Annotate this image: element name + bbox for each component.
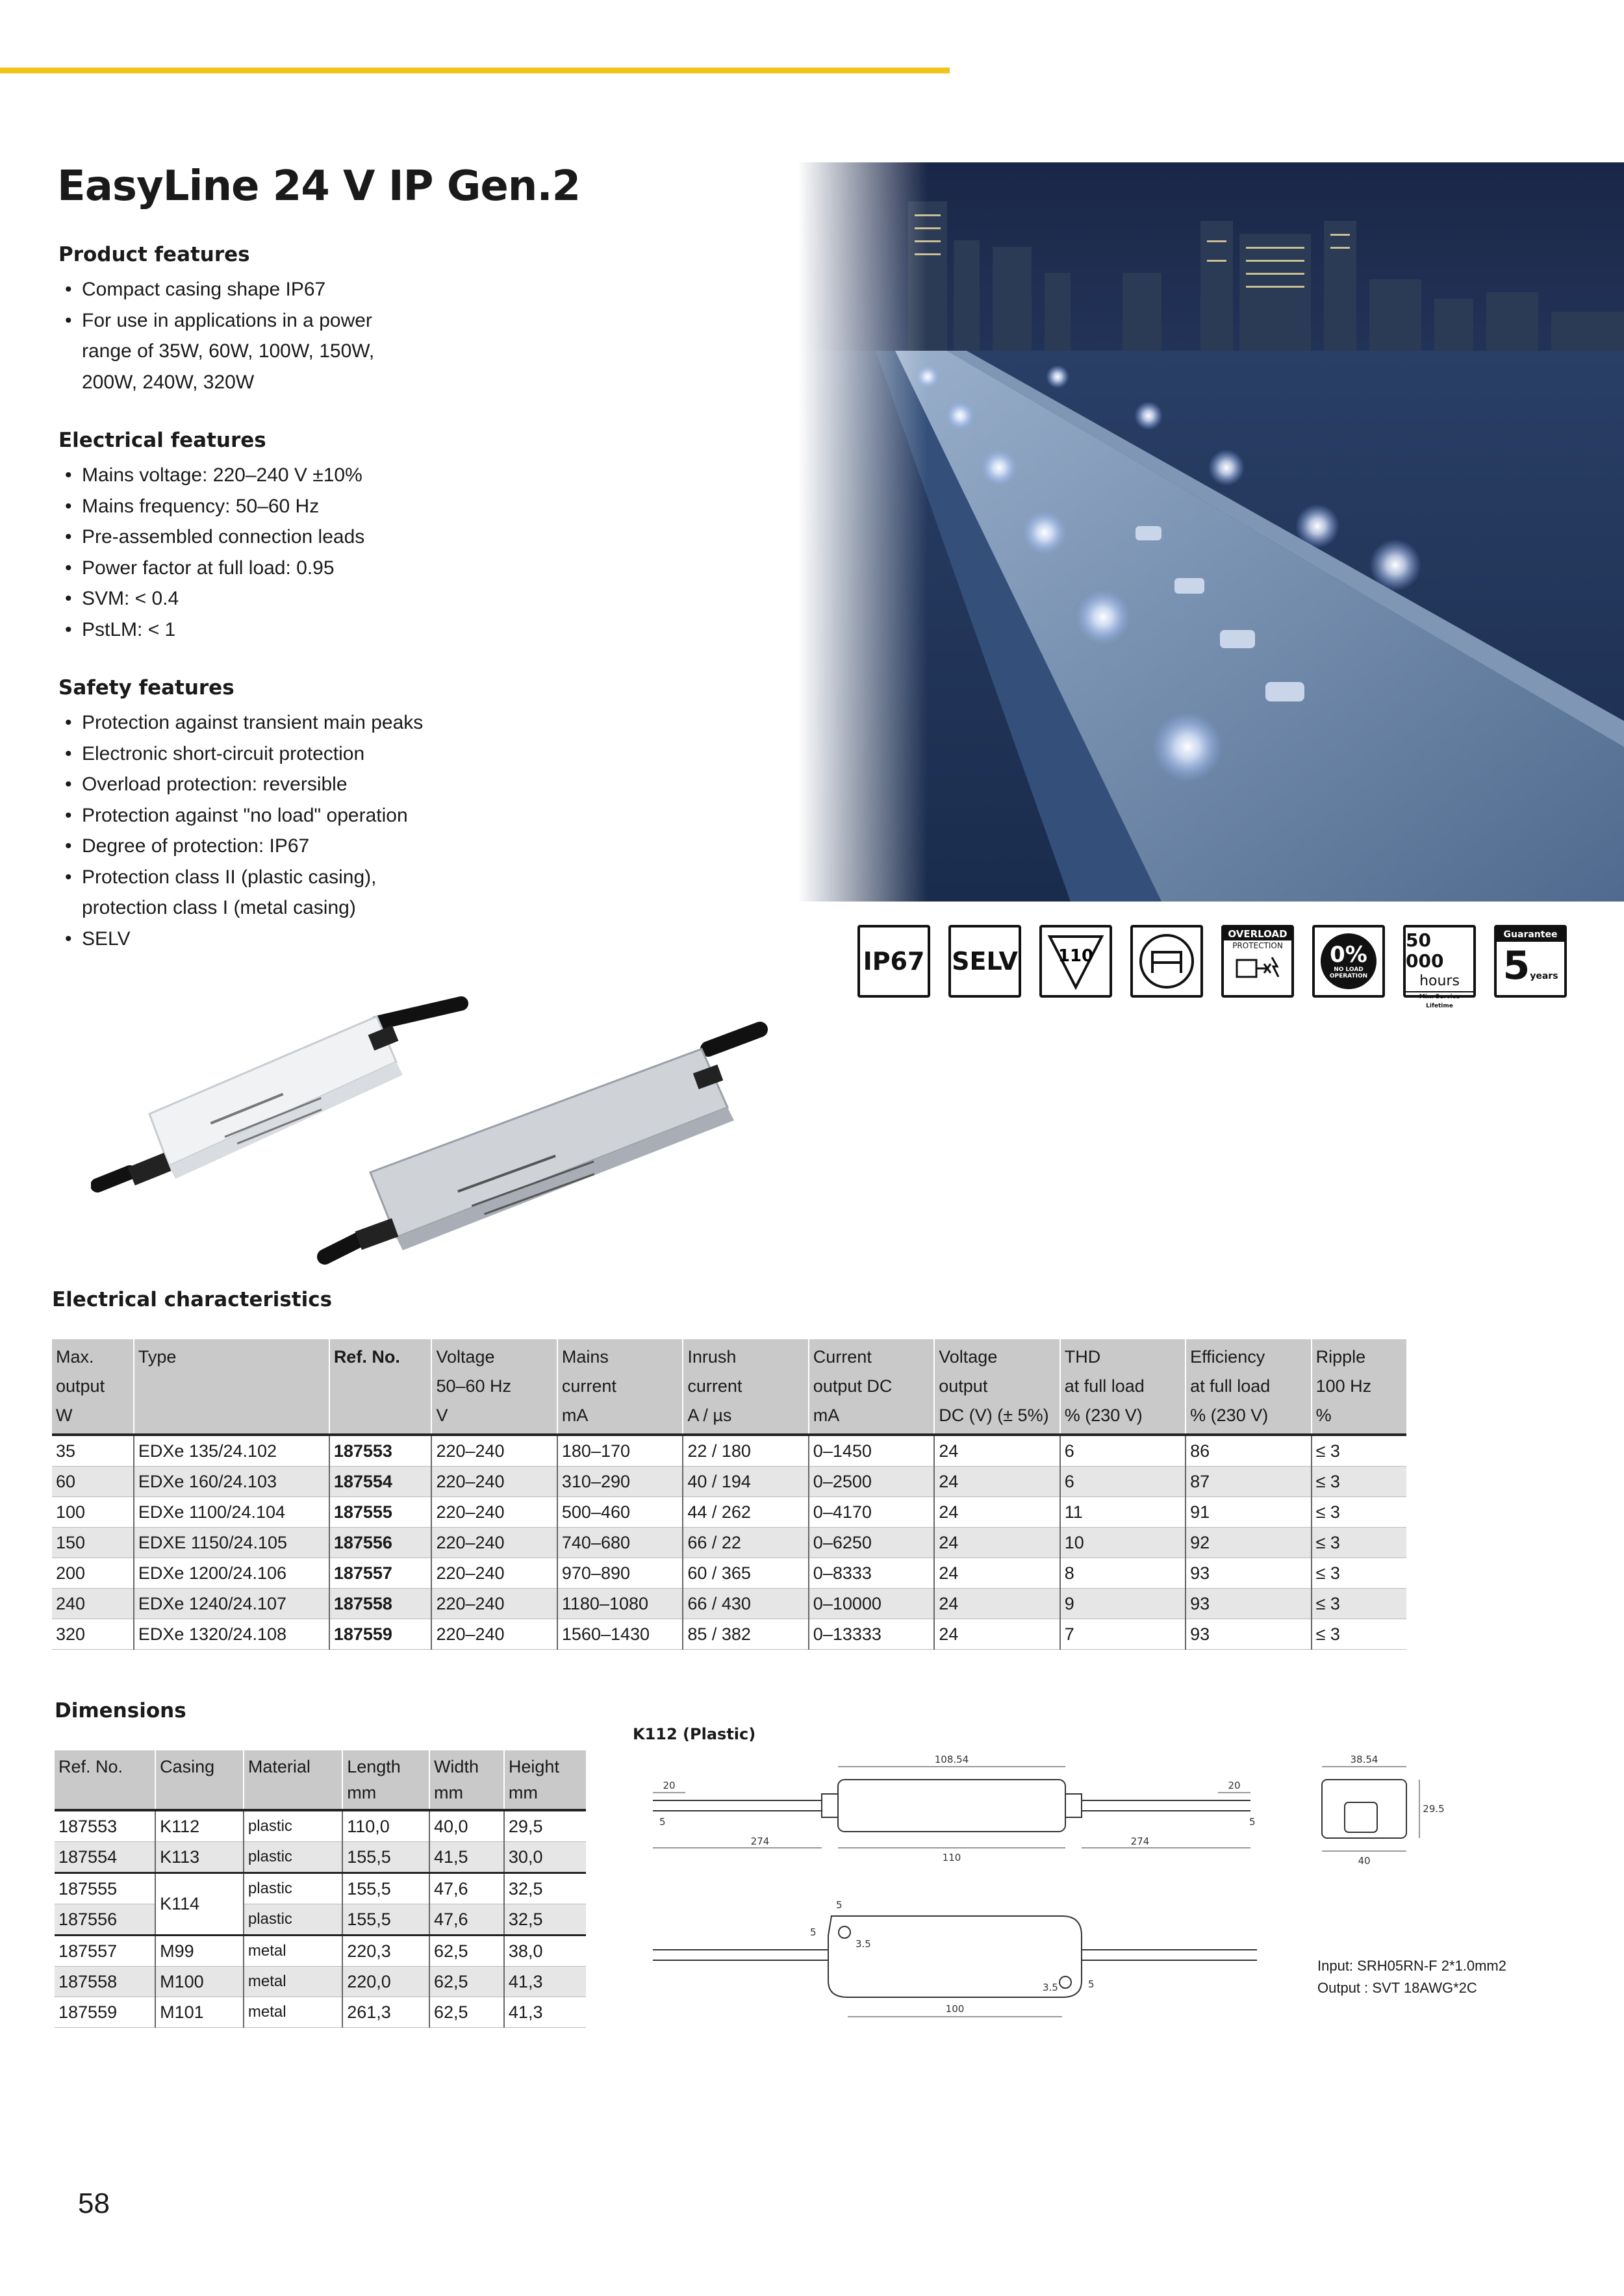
dim-bottom-b: 5 bbox=[810, 1926, 817, 1938]
table-cell: 85 / 382 bbox=[683, 1619, 808, 1650]
column-header-line: V bbox=[436, 1406, 448, 1425]
column-header-line: mm bbox=[508, 1783, 538, 1802]
dim-left-cable: 274 bbox=[750, 1836, 770, 1847]
table-cell: plastic bbox=[244, 1873, 342, 1904]
column-header bbox=[55, 1750, 155, 1810]
electrical-features-heading: Electrical features bbox=[58, 429, 266, 452]
table-cell: 62,5 bbox=[429, 1936, 504, 1967]
dim-side-width: 38.54 bbox=[1350, 1754, 1378, 1765]
top-accent-bar bbox=[0, 68, 950, 73]
feature-item: • SELV bbox=[58, 924, 423, 955]
column-header bbox=[557, 1339, 683, 1435]
table-cell: 91 bbox=[1186, 1497, 1311, 1528]
table-cell: metal bbox=[244, 1997, 342, 2028]
electrical-characteristics-heading: Electrical characteristics bbox=[52, 1288, 333, 1311]
column-header-line: current bbox=[561, 1376, 616, 1396]
dim-left-height: 5 bbox=[659, 1816, 666, 1828]
table-cell: ≤ 3 bbox=[1312, 1435, 1406, 1467]
photo-fade bbox=[798, 162, 928, 902]
feature-item-continued: 200W, 240W, 320W bbox=[82, 371, 255, 393]
column-header-line bbox=[58, 1780, 151, 1804]
dim-side-height: 29.5 bbox=[1423, 1803, 1445, 1815]
table-cell: 240 bbox=[52, 1589, 134, 1619]
table-cell: metal bbox=[244, 1967, 342, 1997]
column-header-line: % bbox=[1315, 1406, 1332, 1425]
feature-item: • Power factor at full load: 0.95 bbox=[58, 553, 364, 584]
column-header-line: at full load bbox=[1190, 1376, 1271, 1396]
table-cell: 0–10000 bbox=[809, 1589, 934, 1619]
table-row bbox=[55, 1810, 586, 1842]
table-cell: EDXe 1240/24.107 bbox=[134, 1589, 329, 1619]
table-cell: 41,3 bbox=[504, 1967, 586, 1997]
table-cell: 60 bbox=[52, 1467, 134, 1497]
table-cell: M101 bbox=[155, 1997, 244, 2028]
column-header-line: Ref. No. bbox=[58, 1757, 123, 1776]
lifetime-value: 50 000 bbox=[1406, 929, 1444, 972]
table-cell: EDXE 1150/24.105 bbox=[134, 1528, 329, 1558]
table-cell: 24 bbox=[934, 1558, 1059, 1589]
noload-text: NO LOAD OPERATION bbox=[1329, 966, 1368, 979]
column-header bbox=[934, 1339, 1059, 1435]
feature-item: • SVM: < 0.4 bbox=[58, 583, 364, 614]
table-cell: 30,0 bbox=[504, 1842, 586, 1873]
table-cell: 187558 bbox=[329, 1589, 432, 1619]
feature-item: • Protection class II (plastic casing), bbox=[58, 862, 423, 893]
table-cell: 66 / 22 bbox=[683, 1528, 808, 1558]
column-header-line: Type bbox=[138, 1347, 177, 1367]
dimensions-heading: Dimensions bbox=[55, 1699, 186, 1722]
table-cell: 310–290 bbox=[557, 1467, 683, 1497]
feature-item-continued: protection class I (metal casing) bbox=[82, 897, 356, 918]
selv-label: SELV bbox=[952, 947, 1018, 976]
table-cell: 40 / 194 bbox=[683, 1467, 808, 1497]
table-cell: 0–2500 bbox=[809, 1467, 934, 1497]
guarantee-icon bbox=[1494, 925, 1567, 998]
table-cell: 220,3 bbox=[342, 1936, 429, 1967]
feature-item-continued: range of 35W, 60W, 100W, 150W, bbox=[82, 340, 375, 362]
table-cell: metal bbox=[244, 1936, 342, 1967]
table-cell: 24 bbox=[934, 1467, 1059, 1497]
table-row bbox=[52, 1528, 1406, 1558]
column-header-line: % (230 V) bbox=[1190, 1406, 1269, 1425]
table-cell: 9 bbox=[1060, 1589, 1186, 1619]
column-header-line: 50–60 Hz bbox=[436, 1376, 512, 1396]
table-row bbox=[55, 1904, 586, 1936]
dim-bottom-c: 3.5 bbox=[856, 1938, 871, 1950]
dim-left-lead: 20 bbox=[663, 1780, 676, 1791]
table-row bbox=[52, 1558, 1406, 1589]
safety-features-section bbox=[58, 676, 423, 954]
product-features-heading: Product features bbox=[58, 243, 250, 266]
column-header-line: Height bbox=[508, 1757, 559, 1776]
table-cell: 150 bbox=[52, 1528, 134, 1558]
column-header-line: DC (V) (± 5%) bbox=[939, 1406, 1049, 1425]
column-header-line: Width bbox=[433, 1757, 479, 1776]
column-header bbox=[431, 1339, 557, 1435]
no-load-operation-icon bbox=[1312, 925, 1385, 998]
page-number: 58 bbox=[78, 2188, 110, 2219]
electrical-features-section bbox=[58, 429, 364, 645]
column-header-line: output DC bbox=[813, 1376, 893, 1396]
temperature-triangle-icon bbox=[1039, 925, 1112, 998]
dim-right-cable: 274 bbox=[1130, 1836, 1150, 1847]
table-header-row bbox=[55, 1750, 586, 1810]
table-cell: 187553 bbox=[55, 1810, 155, 1842]
table-cell: 187555 bbox=[55, 1873, 155, 1904]
table-cell: 93 bbox=[1186, 1558, 1311, 1589]
table-row bbox=[52, 1589, 1406, 1619]
column-header-line: Max. bbox=[56, 1347, 94, 1367]
column-header-line: THD bbox=[1064, 1347, 1101, 1367]
column-header bbox=[683, 1339, 808, 1435]
table-cell: 187559 bbox=[329, 1619, 432, 1650]
triangle-value: 110 bbox=[1058, 946, 1094, 966]
table-cell: 24 bbox=[934, 1589, 1059, 1619]
table-cell: 180–170 bbox=[557, 1435, 683, 1467]
overload-symbol bbox=[1232, 951, 1284, 986]
ip67-label: IP67 bbox=[863, 947, 925, 976]
table-cell: 740–680 bbox=[557, 1528, 683, 1558]
table-row bbox=[55, 1873, 586, 1904]
overload-protection-icon bbox=[1221, 925, 1294, 998]
table-cell: 86 bbox=[1186, 1435, 1311, 1467]
table-cell: 155,5 bbox=[342, 1904, 429, 1936]
protection-class-shape bbox=[1136, 930, 1198, 992]
table-cell: 66 / 430 bbox=[683, 1589, 808, 1619]
column-header-line: Voltage bbox=[939, 1347, 998, 1367]
table-cell: 187557 bbox=[329, 1558, 432, 1589]
table-cell: EDXe 1200/24.106 bbox=[134, 1558, 329, 1589]
table-cell: 24 bbox=[934, 1528, 1059, 1558]
table-cell: 0–8333 bbox=[809, 1558, 934, 1589]
table-cell: 155,5 bbox=[342, 1873, 429, 1904]
feature-item: • Compact casing shape IP67 bbox=[58, 274, 374, 305]
column-header-line bbox=[160, 1780, 239, 1804]
table-cell: M100 bbox=[155, 1967, 244, 1997]
table-cell: 38,0 bbox=[504, 1936, 586, 1967]
night-bridge-photo bbox=[798, 162, 1624, 902]
table-cell: 155,5 bbox=[342, 1842, 429, 1873]
safety-features-heading: Safety features bbox=[58, 676, 235, 700]
table-cell: 1180–1080 bbox=[557, 1589, 683, 1619]
table-cell: 41,3 bbox=[504, 1997, 586, 2028]
column-header bbox=[155, 1750, 244, 1810]
column-header-line: A / µs bbox=[687, 1406, 732, 1425]
table-cell: 32,5 bbox=[504, 1904, 586, 1936]
column-header-line: Current bbox=[813, 1347, 872, 1367]
column-header-line: % (230 V) bbox=[1064, 1406, 1143, 1425]
guarantee-value: 5 bbox=[1503, 943, 1530, 989]
table-row bbox=[52, 1619, 1406, 1650]
table-cell: 10 bbox=[1060, 1528, 1186, 1558]
feature-item: • Mains frequency: 50–60 Hz bbox=[58, 491, 364, 522]
table-cell: 40,0 bbox=[429, 1810, 504, 1842]
table-cell: 110,0 bbox=[342, 1810, 429, 1842]
table-cell: K113 bbox=[155, 1842, 244, 1873]
table-cell: 187556 bbox=[55, 1904, 155, 1936]
table-cell: ≤ 3 bbox=[1312, 1467, 1406, 1497]
note-output: Output : SVT 18AWG*2C bbox=[1317, 1980, 1477, 1996]
column-header-line: mm bbox=[433, 1783, 463, 1802]
feature-item: • For use in applications in a power bbox=[58, 305, 374, 336]
column-header bbox=[134, 1339, 329, 1435]
table-cell: 220,0 bbox=[342, 1967, 429, 1997]
dim-side-bottom: 40 bbox=[1358, 1855, 1371, 1867]
table-cell: 261,3 bbox=[342, 1997, 429, 2028]
table-cell: 0–6250 bbox=[809, 1528, 934, 1558]
table-cell: 93 bbox=[1186, 1589, 1311, 1619]
table-cell: 220–240 bbox=[431, 1589, 557, 1619]
table-row bbox=[52, 1467, 1406, 1497]
overload-subtitle: PROTECTION bbox=[1232, 941, 1283, 950]
table-cell: 6 bbox=[1060, 1435, 1186, 1467]
column-header-line: Material bbox=[247, 1757, 311, 1776]
guarantee-unit: years bbox=[1530, 971, 1558, 981]
table-cell: EDXe 1100/24.104 bbox=[134, 1497, 329, 1528]
table-cell: 0–1450 bbox=[809, 1435, 934, 1467]
feature-item: • Pre-assembled connection leads bbox=[58, 522, 364, 553]
product-features-section bbox=[58, 243, 374, 397]
table-cell: 220–240 bbox=[431, 1558, 557, 1589]
dimensions-table bbox=[55, 1750, 586, 2028]
table-cell: 60 / 365 bbox=[683, 1558, 808, 1589]
feature-item: • Overload protection: reversible bbox=[58, 769, 423, 800]
table-cell: 62,5 bbox=[429, 1997, 504, 2028]
table-cell: 187559 bbox=[55, 1997, 155, 2028]
table-cell: EDXe 1320/24.108 bbox=[134, 1619, 329, 1650]
table-cell: 87 bbox=[1186, 1467, 1311, 1497]
table-cell: 44 / 262 bbox=[683, 1497, 808, 1528]
column-header bbox=[809, 1339, 934, 1435]
table-cell: 100 bbox=[52, 1497, 134, 1528]
page-title: EasyLine 24 V IP Gen.2 bbox=[57, 162, 581, 210]
table-row bbox=[55, 1842, 586, 1873]
feature-item: • PstLM: < 1 bbox=[58, 614, 364, 646]
column-header bbox=[342, 1750, 429, 1810]
table-cell: 220–240 bbox=[431, 1435, 557, 1467]
overload-title: OVERLOAD bbox=[1224, 927, 1291, 940]
table-cell: 93 bbox=[1186, 1619, 1311, 1650]
feature-item: • Degree of protection: IP67 bbox=[58, 831, 423, 862]
selv-icon bbox=[948, 925, 1021, 998]
dim-body-length: 110 bbox=[942, 1852, 961, 1863]
column-header-line: Ref. No. bbox=[333, 1347, 400, 1367]
table-cell: 187556 bbox=[329, 1528, 432, 1558]
table-cell: 970–890 bbox=[557, 1558, 683, 1589]
table-row bbox=[55, 1936, 586, 1967]
table-cell: 8 bbox=[1060, 1558, 1186, 1589]
note-input: Input: SRH05RN-F 2*1.0mm2 bbox=[1317, 1958, 1506, 1974]
column-header-line: current bbox=[687, 1376, 742, 1396]
table-row bbox=[55, 1967, 586, 1997]
table-cell: 0–4170 bbox=[809, 1497, 934, 1528]
table-cell: 47,6 bbox=[429, 1904, 504, 1936]
table-cell: 41,5 bbox=[429, 1842, 504, 1873]
dim-right-lead: 20 bbox=[1228, 1780, 1241, 1791]
column-header-line: mA bbox=[813, 1406, 840, 1425]
table-cell: 0–13333 bbox=[809, 1619, 934, 1650]
table-cell: 62,5 bbox=[429, 1967, 504, 1997]
dim-bottom-a: 5 bbox=[836, 1899, 843, 1911]
lifetime-unit: hours bbox=[1419, 973, 1460, 989]
drawing-title: K112 (Plastic) bbox=[633, 1725, 756, 1743]
table-cell: 7 bbox=[1060, 1619, 1186, 1650]
table-cell: 220–240 bbox=[431, 1497, 557, 1528]
protection-class-icon bbox=[1130, 925, 1203, 998]
column-header bbox=[429, 1750, 504, 1810]
table-cell: 22 / 180 bbox=[683, 1435, 808, 1467]
column-header-line: output bbox=[939, 1376, 988, 1396]
product-device-photos bbox=[91, 978, 806, 1283]
table-cell: ≤ 3 bbox=[1312, 1589, 1406, 1619]
table-cell: K112 bbox=[155, 1810, 244, 1842]
k112-technical-drawing bbox=[633, 1741, 1556, 2046]
dim-overall-length: 108.54 bbox=[934, 1754, 969, 1765]
column-header bbox=[1060, 1339, 1186, 1435]
table-cell: ≤ 3 bbox=[1312, 1528, 1406, 1558]
table-cell: 200 bbox=[52, 1558, 134, 1589]
table-row bbox=[52, 1435, 1406, 1467]
table-cell: 92 bbox=[1186, 1528, 1311, 1558]
table-cell: ≤ 3 bbox=[1312, 1497, 1406, 1528]
table-cell: 32,5 bbox=[504, 1873, 586, 1904]
noload-value: 0% bbox=[1330, 942, 1367, 968]
column-header-line: 100 Hz bbox=[1315, 1376, 1372, 1396]
drawing-notes bbox=[1317, 1955, 1506, 1999]
column-header-line: Efficiency bbox=[1190, 1347, 1265, 1367]
table-cell: 24 bbox=[934, 1435, 1059, 1467]
column-header-line: at full load bbox=[1064, 1376, 1145, 1396]
table-cell: K114 bbox=[155, 1873, 244, 1936]
table-cell: 1560–1430 bbox=[557, 1619, 683, 1650]
table-cell: ≤ 3 bbox=[1312, 1619, 1406, 1650]
dim-bottom-d: 3.5 bbox=[1043, 1982, 1058, 1993]
column-header bbox=[52, 1339, 134, 1435]
table-row bbox=[52, 1497, 1406, 1528]
column-header-line bbox=[248, 1780, 338, 1804]
table-cell: 35 bbox=[52, 1435, 134, 1467]
table-cell: 187554 bbox=[329, 1467, 432, 1497]
table-row bbox=[55, 1997, 586, 2028]
table-cell: 187558 bbox=[55, 1967, 155, 1997]
table-cell: 220–240 bbox=[431, 1467, 557, 1497]
table-cell: 24 bbox=[934, 1497, 1059, 1528]
dim-bottom-length: 100 bbox=[945, 2003, 965, 2015]
table-cell: 187557 bbox=[55, 1936, 155, 1967]
lifetime-icon bbox=[1403, 925, 1476, 1009]
dim-bottom-e: 5 bbox=[1088, 1978, 1095, 1990]
table-cell: plastic bbox=[244, 1810, 342, 1842]
table-cell: EDXe 160/24.103 bbox=[134, 1467, 329, 1497]
column-header-line: mA bbox=[561, 1406, 589, 1425]
table-cell: 320 bbox=[52, 1619, 134, 1650]
column-header-line: Mains bbox=[561, 1347, 609, 1367]
table-cell: M99 bbox=[155, 1936, 244, 1967]
column-header-line: Casing bbox=[160, 1757, 215, 1776]
table-cell: 220–240 bbox=[431, 1619, 557, 1650]
column-header-line: Length bbox=[347, 1757, 401, 1776]
ip67-icon bbox=[857, 925, 930, 998]
column-header bbox=[1312, 1339, 1406, 1435]
column-header-line: mm bbox=[347, 1783, 377, 1802]
column-header-line: output bbox=[56, 1376, 105, 1396]
table-cell: 29,5 bbox=[504, 1810, 586, 1842]
table-header-row bbox=[52, 1339, 1406, 1435]
table-cell: 47,6 bbox=[429, 1873, 504, 1904]
column-header bbox=[504, 1750, 586, 1810]
column-header bbox=[244, 1750, 342, 1810]
column-header-line: W bbox=[56, 1406, 73, 1425]
table-cell: EDXe 135/24.102 bbox=[134, 1435, 329, 1467]
column-header bbox=[329, 1339, 432, 1435]
table-cell: plastic bbox=[244, 1842, 342, 1873]
table-cell: 220–240 bbox=[431, 1528, 557, 1558]
column-header-line: Inrush bbox=[687, 1347, 737, 1367]
table-cell: 187554 bbox=[55, 1842, 155, 1873]
table-cell: 24 bbox=[934, 1619, 1059, 1650]
lifetime-caption: Min. Service Lifetime bbox=[1406, 991, 1473, 1011]
table-cell: plastic bbox=[244, 1904, 342, 1936]
guarantee-title: Guarantee bbox=[1497, 927, 1564, 942]
table-cell: 6 bbox=[1060, 1467, 1186, 1497]
electrical-characteristics-table bbox=[52, 1339, 1406, 1650]
table-cell: 187555 bbox=[329, 1497, 432, 1528]
table-cell: ≤ 3 bbox=[1312, 1558, 1406, 1589]
triangle-shape bbox=[1045, 930, 1107, 992]
feature-item: • Mains voltage: 220–240 V ±10% bbox=[58, 460, 364, 491]
feature-item: • Electronic short-circuit protection bbox=[58, 738, 423, 770]
column-header bbox=[1186, 1339, 1311, 1435]
table-cell: 500–460 bbox=[557, 1497, 683, 1528]
table-cell: 11 bbox=[1060, 1497, 1186, 1528]
table-cell: 187553 bbox=[329, 1435, 432, 1467]
column-header-line: Ripple bbox=[1315, 1347, 1366, 1367]
column-header-line: Voltage bbox=[436, 1347, 495, 1367]
feature-item: • Protection against "no load" operation bbox=[58, 800, 423, 831]
dim-right-height: 5 bbox=[1249, 1816, 1256, 1828]
feature-item: • Protection against transient main peaks bbox=[58, 707, 423, 738]
